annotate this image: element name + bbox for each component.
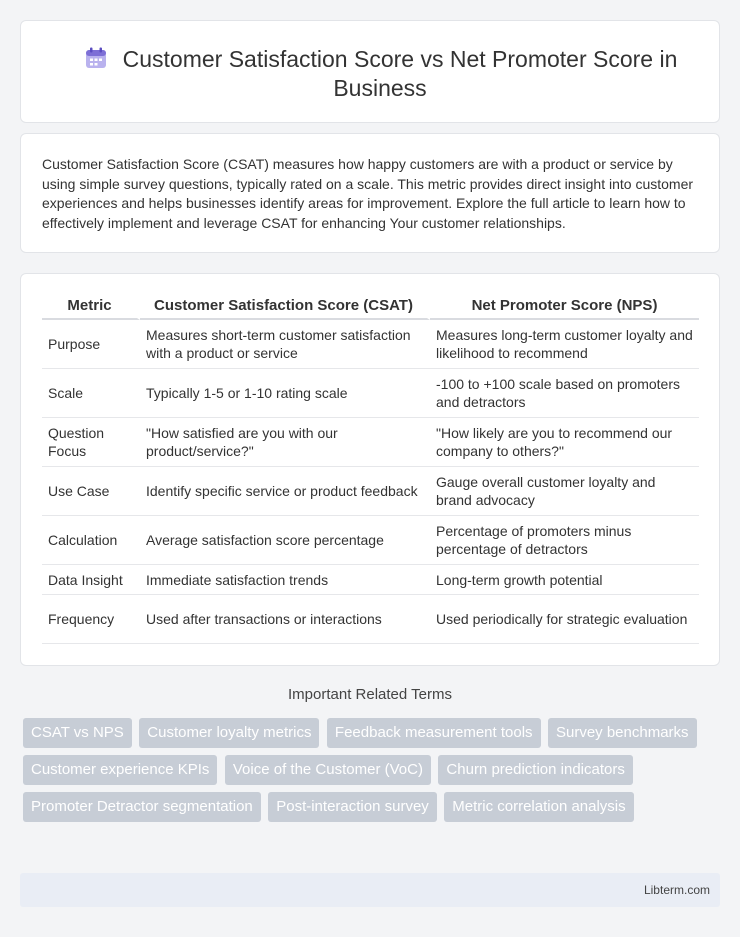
comparison-card — [20, 273, 720, 666]
related-terms-list — [23, 718, 703, 829]
table-row — [42, 516, 699, 565]
term-tag[interactable]: Voice of the Customer (VoC) — [225, 755, 431, 785]
nps-cell: Gauge overall customer loyalty and brand advocacy — [430, 467, 699, 516]
term-tag[interactable]: CSAT vs NPS — [23, 718, 132, 748]
row-label: Data Insight — [42, 565, 140, 595]
csat-cell: Average satisfaction score percentage — [140, 516, 430, 565]
nps-cell: -100 to +100 scale based on promoters and detractors — [430, 369, 699, 418]
csat-cell: "How satisfied are you with our product/service?" — [140, 418, 430, 467]
csat-cell: Identify specific service or product feedback — [140, 467, 430, 516]
term-tag[interactable]: Post-interaction survey — [268, 792, 437, 822]
page-title-block — [61, 45, 699, 103]
row-label: Scale — [42, 369, 140, 418]
table-row — [42, 418, 699, 467]
nps-cell: Percentage of promoters minus percentage of detractors — [430, 516, 699, 565]
footer — [20, 873, 720, 907]
csat-cell: Used after transactions or interactions — [140, 595, 430, 644]
title-card — [20, 20, 720, 123]
header-metric: Metric — [42, 292, 140, 320]
comparison-table — [42, 292, 699, 644]
intro-card — [20, 133, 720, 253]
row-label: Calculation — [42, 516, 140, 565]
nps-cell: Measures long-term customer loyalty and likelihood to recommend — [430, 320, 699, 369]
row-label: Frequency — [42, 595, 140, 644]
nps-cell: Long-term growth potential — [430, 565, 699, 595]
nps-cell: Used periodically for strategic evaluation — [430, 595, 699, 644]
csat-cell: Immediate satisfaction trends — [140, 565, 430, 595]
row-label: Use Case — [42, 467, 140, 516]
term-tag[interactable]: Customer loyalty metrics — [139, 718, 319, 748]
footer-site-link[interactable]: Libterm.com — [643, 883, 710, 897]
table-row — [42, 467, 699, 516]
table-row — [42, 595, 699, 644]
table-row — [42, 369, 699, 418]
term-tag[interactable]: Customer experience KPIs — [23, 755, 217, 785]
table-row — [42, 565, 699, 595]
term-tag[interactable]: Feedback measurement tools — [327, 718, 541, 748]
page-title: Customer Satisfaction Score vs Net Promoter Score in Business — [122, 46, 678, 101]
csat-cell: Measures short-term customer satisfaction with a product or service — [140, 320, 430, 369]
row-label: Question Focus — [42, 418, 140, 467]
term-tag[interactable]: Promoter Detractor segmentation — [23, 792, 261, 822]
csat-cell: Typically 1-5 or 1-10 rating scale — [140, 369, 430, 418]
table-header-row — [42, 292, 699, 320]
calendar-icon — [83, 46, 109, 70]
row-label: Purpose — [42, 320, 140, 369]
table-row — [42, 320, 699, 369]
term-tag[interactable]: Churn prediction indicators — [438, 755, 632, 785]
header-csat: Customer Satisfaction Score (CSAT) — [140, 292, 430, 320]
related-terms-title: Important Related Terms — [288, 686, 452, 703]
intro-paragraph: Customer Satisfaction Score (CSAT) measures how happy customers are with a product or service by using simple survey questions, typically rated on a scale. This metric provides direct insight into customer experiences and helps businesses identify areas for improvement. Explore the full article to learn how to effectively implement and leverage CSAT for enhancing Your customer relationships. — [42, 156, 694, 231]
term-tag[interactable]: Survey benchmarks — [548, 718, 697, 748]
nps-cell: "How likely are you to recommend our company to others?" — [430, 418, 699, 467]
term-tag[interactable]: Metric correlation analysis — [444, 792, 633, 822]
header-nps: Net Promoter Score (NPS) — [430, 292, 699, 320]
